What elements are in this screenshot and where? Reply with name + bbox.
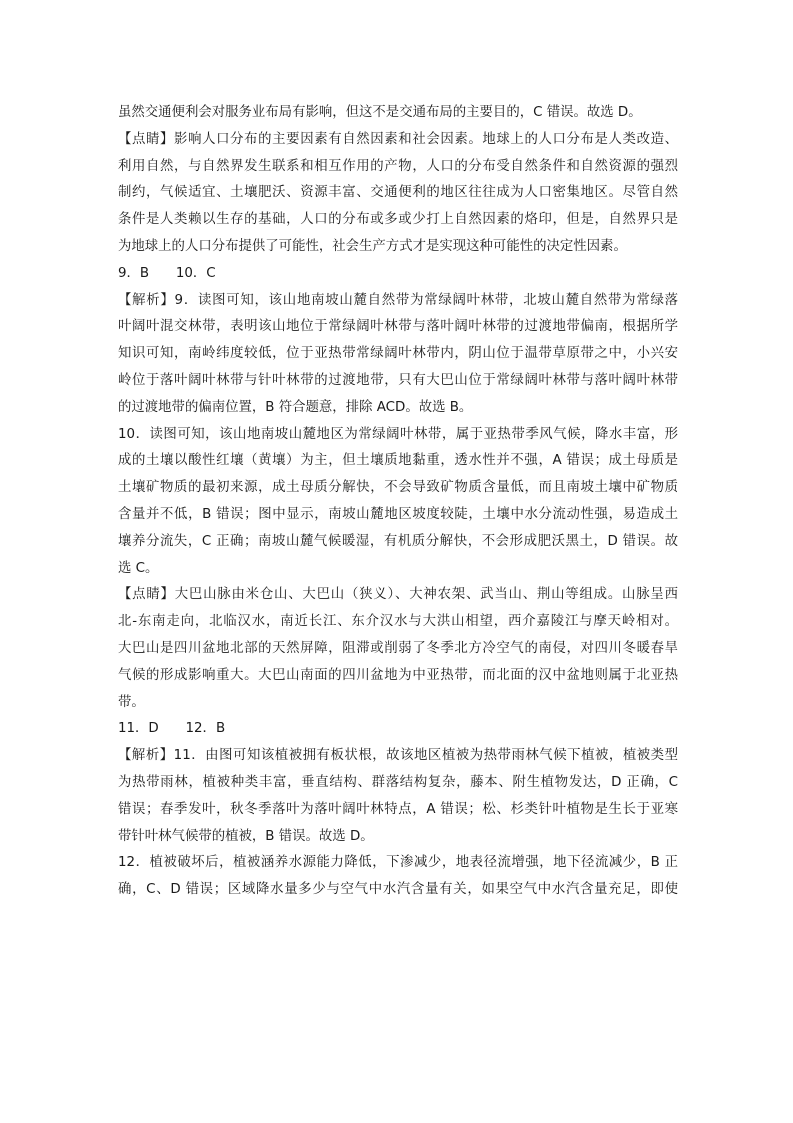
text-line: 9．B 10．C xyxy=(118,265,216,281)
text-line: 虽然交通便利会对服务业布局有影响，但这不是交通布局的主要目的，C 错误。故选 D。 xyxy=(118,105,642,120)
text-line: 成的土壤以酸性红壤（黄壤）为主，但土壤质地黏重，透水性并不强，A 错误；成土母质是 xyxy=(118,453,678,469)
text-line: 为地球上的人口分布提供了可能性，社会生产方式才是实现这种可能性的决定性因素。 xyxy=(118,238,627,254)
answer-text-body xyxy=(118,100,678,904)
text-line: 北-东南走向，北临汉水，南近长江、东介汉水与大洪山相望，西介嘉陵江与摩天岭相对。 xyxy=(118,614,678,630)
text-line: 气候的形成影响重大。大巴山南面的四川盆地为中亚热带，而北面的汉中盆地则属于北亚热 xyxy=(118,667,678,683)
text-line: 带针叶林气候带的植被，B 错误。故选 D。 xyxy=(118,828,374,844)
text-line: 叶阔叶混交林带，表明该山地位于常绿阔叶林带与落叶阔叶林带的过渡地带偏南，根据所学 xyxy=(118,319,678,335)
text-line: 的过渡地带的偏南位置，B 符合题意，排除 ACD。故选 B。 xyxy=(118,399,473,415)
text-line: 土壤矿物质的最初来源，成土母质分解快，不会导致矿物质含量低，而且南坡土壤中矿物质 xyxy=(118,480,678,496)
text-line: 带。 xyxy=(118,694,145,710)
text-line: 岭位于落叶阔叶林带与针叶林带的过渡地带，只有大巴山位于常绿阔叶林带与落叶阔叶林带 xyxy=(118,372,678,388)
text-line: 【点睛】大巴山脉由米仓山、大巴山（狭义）、大神农架、武当山、荆山等组成。山脉呈西 xyxy=(118,587,678,603)
text-line: 含量并不低，B 错误；图中显示，南坡山麓地区坡度较陡，土壤中水分流动性强，易造成土 xyxy=(118,506,678,522)
text-line: 大巴山是四川盆地北部的天然屏障，阻滞或削弱了冬季北方冷空气的南侵，对四川冬暖春旱 xyxy=(118,640,678,656)
text-line: 12．植被破坏后，植被涵养水源能力降低，下渗减少，地表径流增强，地下径流减少，B 正 xyxy=(118,855,678,871)
text-line: 10．读图可知，该山地南坡山麓地区为常绿阔叶林带，属于亚热带季风气候，降水丰富，形 xyxy=(118,426,678,442)
text-line: 【解析】9．读图可知，该山地南坡山麓自然带为常绿阔叶林带，北坡山麓自然带为常绿落 xyxy=(118,292,678,308)
text-line: 选 C。 xyxy=(118,560,159,576)
text-line: 【点睛】影响人口分布的主要因素有自然因素和社会因素。地球上的人口分布是人类改造、 xyxy=(118,131,678,147)
text-line: 确，C、D 错误；区域降水量多少与空气中水汽含量有关，如果空气中水汽含量充足，即使 xyxy=(118,882,678,898)
text-line: 壤养分流失，C 正确；南坡山麓气候暖湿，有机质分解快，不会形成肥沃黑土，D 错误。故 xyxy=(118,533,678,549)
text-line: 条件是人类赖以生存的基础，人口的分布或多或少打上自然因素的烙印，但是，自然界只是 xyxy=(118,212,678,228)
text-line: 11．D 12．B xyxy=(118,721,226,737)
text-line: 制约，气候适宜、土壤肥沃、资源丰富、交通便利的地区往往成为人口密集地区。尽管自然 xyxy=(118,185,678,201)
text-line: 为热带雨林，植被种类丰富，垂直结构、群落结构复杂，藤本、附生植物发达，D 正确，C xyxy=(118,774,678,790)
text-line: 利用自然，与自然界发生联系和相互作用的产物，人口的分布受自然条件和自然资源的强烈 xyxy=(118,158,678,174)
text-line: 错误；春季发叶，秋冬季落叶为落叶阔叶林特点，A 错误；松、杉类针叶植物是生长于亚寒 xyxy=(118,801,678,817)
text-line: 知识可知，南岭纬度较低，位于亚热带常绿阔叶林带内，阴山位于温带草原带之中，小兴安 xyxy=(118,346,678,362)
text-line: 【解析】11．由图可知该植被拥有板状根，故该地区植被为热带雨林气候下植被，植被类型 xyxy=(118,748,678,764)
